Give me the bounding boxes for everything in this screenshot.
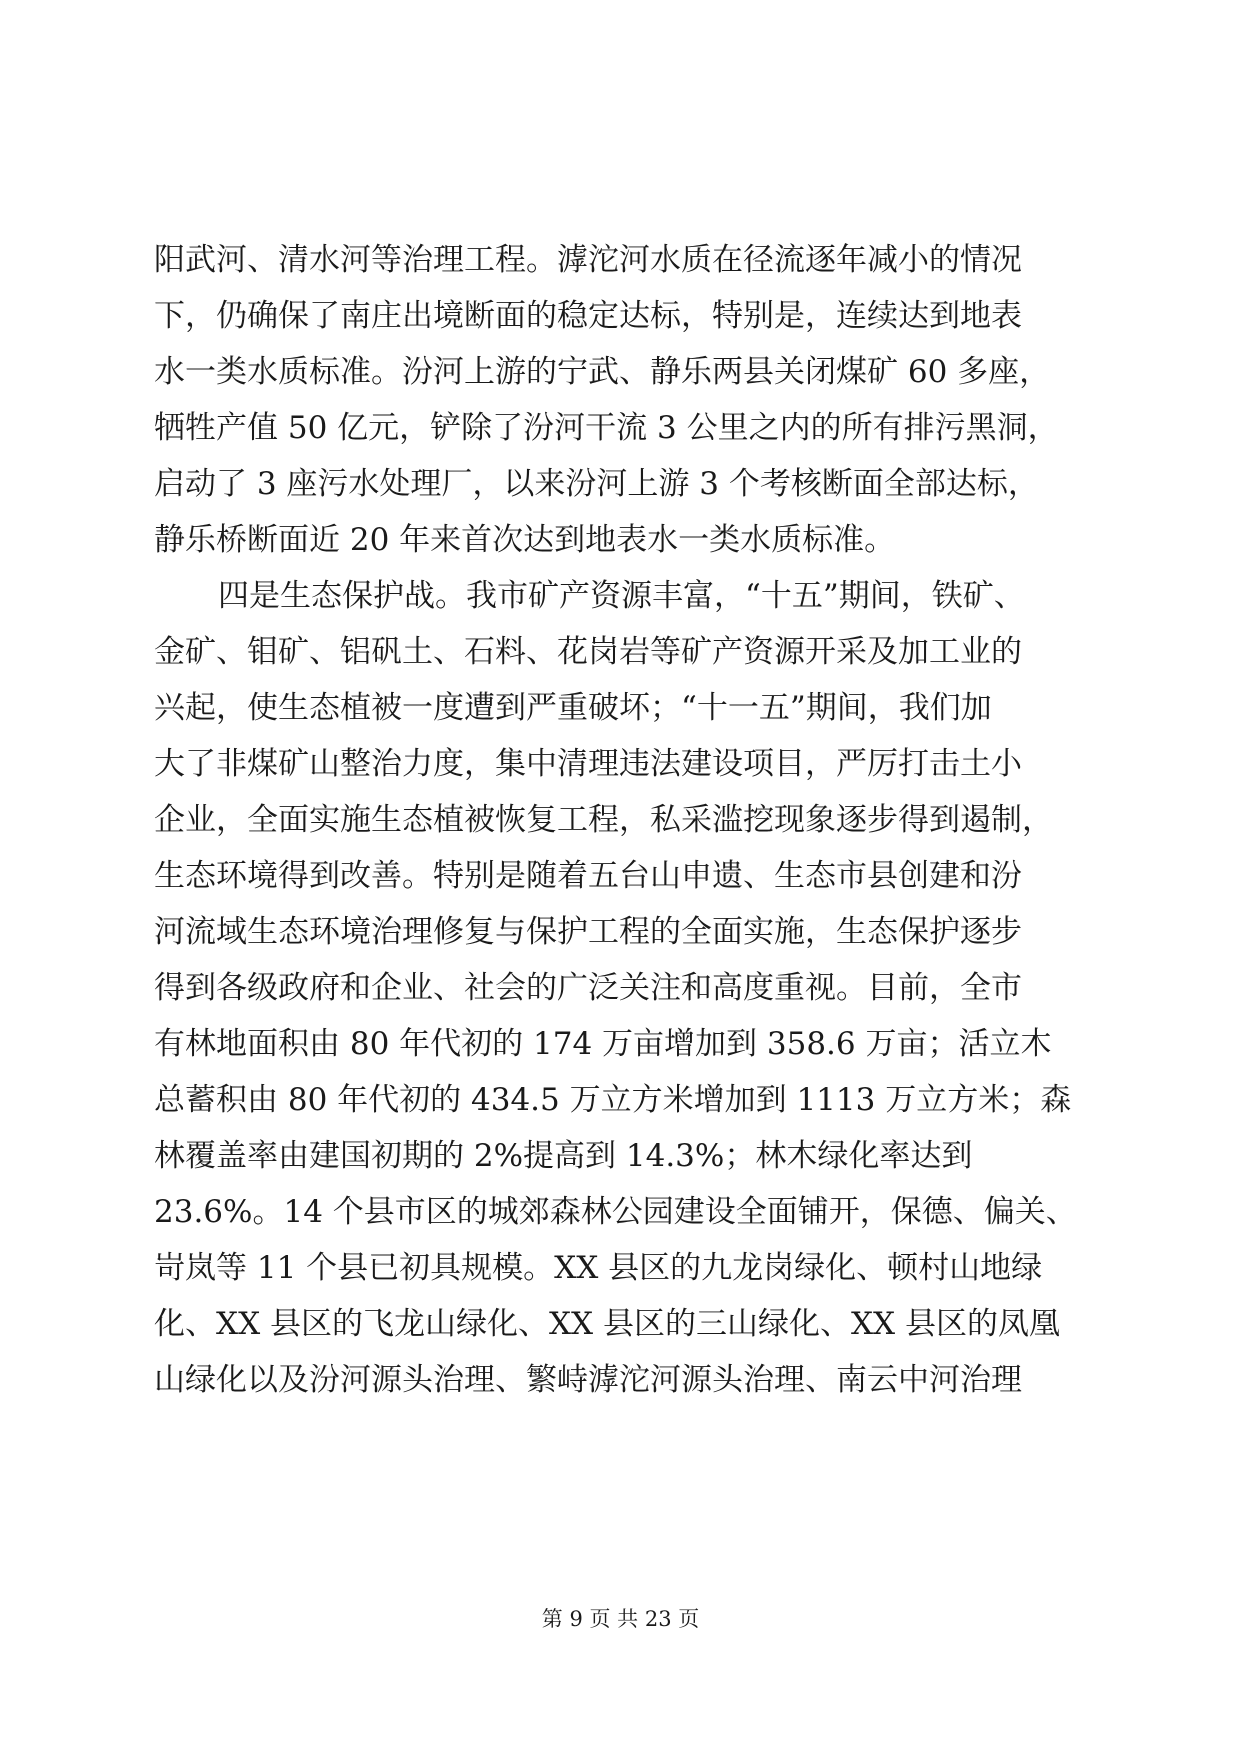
text-line: 化、XX 县区的飞龙山绿化、XX 县区的三山绿化、XX 县区的凤凰 [154, 1306, 1060, 1342]
text-line: 水一类水质标准。汾河上游的宁武、静乐两县关闭煤矿 60 多座， [154, 354, 1051, 390]
paragraph-first-line: 四是生态保护战。我市矿产资源丰富，“十五”期间，铁矿、 [218, 578, 1025, 614]
text-line: 下，仍确保了南庄出境断面的稳定达标，特别是，连续达到地表 [154, 298, 1022, 334]
text-line: 河流域生态环境治理修复与保护工程的全面实施，生态保护逐步 [154, 914, 1022, 950]
text-line: 有林地面积由 80 年代初的 174 万亩增加到 358.6 万亩；活立木 [154, 1026, 1052, 1062]
text-line: 生态环境得到改善。特别是随着五台山申遗、生态市县创建和汾 [154, 858, 1022, 894]
text-line: 企业，全面实施生态植被恢复工程，私采滥挖现象逐步得到遏制， [154, 802, 1053, 838]
body-text [154, 232, 1084, 1408]
text-line: 兴起，使生态植被一度遭到严重破坏；“十一五”期间，我们加 [154, 690, 992, 726]
text-line: 总蓄积由 80 年代初的 434.5 万立方米增加到 1113 万立方米；森 [154, 1082, 1072, 1118]
text-line: 23.6%。14 个县市区的城郊森林公园建设全面铺开，保德、偏关、 [154, 1194, 1077, 1230]
text-line: 岢岚等 11 个县已初具规模。XX 县区的九龙岗绿化、顿村山地绿 [154, 1250, 1043, 1286]
text-line: 大了非煤矿山整治力度，集中清理违法建设项目，严厉打击土小 [154, 746, 1022, 782]
text-line: 得到各级政府和企业、社会的广泛关注和高度重视。目前，全市 [154, 970, 1022, 1006]
text-line: 阳武河、清水河等治理工程。滹沱河水质在径流逐年减小的情况 [154, 242, 1022, 278]
text-line: 林覆盖率由建国初期的 2%提高到 14.3%；林木绿化率达到 [154, 1138, 973, 1174]
text-line: 静乐桥断面近 20 年来首次达到地表水一类水质标准。 [154, 522, 896, 558]
text-line: 牺牲产值 50 亿元，铲除了汾河干流 3 公里之内的所有排污黑洞， [154, 410, 1059, 446]
text-line: 山绿化以及汾河源头治理、繁峙滹沱河源头治理、南云中河治理 [154, 1362, 1022, 1398]
text-line: 启动了 3 座污水处理厂，以来汾河上游 3 个考核断面全部达标， [154, 466, 1039, 502]
text-line: 金矿、钼矿、铝矾土、石料、花岗岩等矿产资源开采及加工业的 [154, 634, 1022, 670]
page-number-footer: 第 9 页 共 23 页 [541, 1607, 700, 1631]
